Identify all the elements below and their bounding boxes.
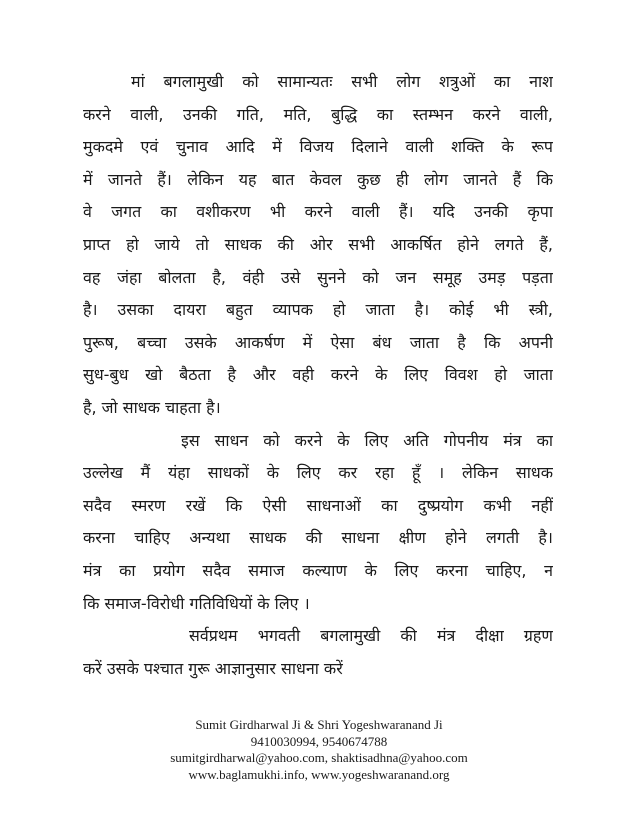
text-line: करें उसके पश्चात गुरू आज्ञानुसार साधना करें xyxy=(83,658,343,678)
text-line: सदैव स्मरण रखें कि ऐसी साधनाओं का दुष्प्रयोग कभी नहीं xyxy=(83,495,553,515)
text-line: इस साधन को करने के लिए अति गोपनीय मंत्र का xyxy=(181,430,553,450)
text-line: है। उसका दायरा बहुत व्यापक हो जाता है। कोई भी स्त्री, xyxy=(83,300,553,320)
text-line: मंत्र का प्रयोग सदैव समाज कल्याण के लिए करना चाहिए, न xyxy=(83,560,553,580)
footer-websites: www.baglamukhi.info, www.yogeshwaranand.org xyxy=(188,766,450,782)
text-line: सर्वप्रथम भगवती बगलामुखी की मंत्र दीक्षा ग्रहण xyxy=(189,626,553,646)
text-line: सुध-बुध खो बैठता है और वही करने के लिए विवश हो जाता xyxy=(83,365,553,385)
text-line: प्राप्त हो जाये तो साधक की ओर सभी आकर्षित होने लगते हैं, xyxy=(83,234,553,254)
text-line: मुकदमे एवं चुनाव आदि में विजय दिलाने वाली शक्ति के रूप xyxy=(83,137,553,157)
text-line: करने वाली, उनकी गति, मति, बुद्धि का स्तम्भन करने वाली, xyxy=(83,104,553,124)
body-text xyxy=(83,66,553,685)
footer-emails: sumitgirdharwal@yahoo.com, shaktisadhna@yahoo.com xyxy=(170,750,468,765)
text-line: कि समाज-विरोधी गतिविधियों के लिए । xyxy=(83,593,310,613)
footer-authors: Sumit Girdharwal Ji & Shri Yogeshwaranand Ji xyxy=(195,717,443,732)
text-line: मां बगलामुखी को सामान्यतः सभी लोग शत्रुओं का नाश xyxy=(131,72,553,91)
footer xyxy=(0,717,638,783)
text-line: वे जगत का वशीकरण भी करने वाली हैं। यदि उनकी कृपा xyxy=(83,202,553,222)
text-line: करना चाहिए अन्यथा साधक की साधना क्षीण होने लगती है। xyxy=(83,528,553,548)
footer-phones: 9410030994, 9540674788 xyxy=(250,733,388,749)
text-line: वह जंहा बोलता है, वंही उसे सुनने को जन समूह उमड़ पड़ता xyxy=(83,267,553,287)
text-line: पुरूष, बच्चा उसके आकर्षण में ऐसा बंध जाता है कि अपनी xyxy=(83,332,553,352)
text-line: है, जो साधक चाहता है। xyxy=(83,397,221,417)
text-line: में जानते हैं। लेकिन यह बात केवल कुछ ही लोग जानते हैं कि xyxy=(83,169,553,189)
text-line: उल्लेख मैं यंहा साधकों के लिए कर रहा हूँ । लेकिन साधक xyxy=(83,463,553,483)
